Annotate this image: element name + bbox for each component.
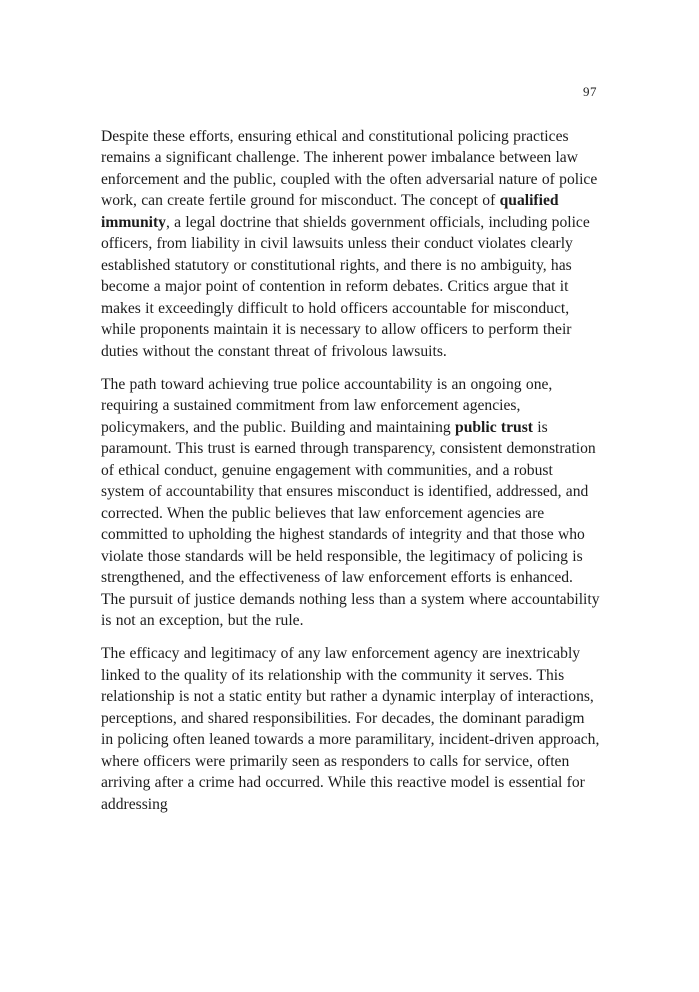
text-run: Despite these efforts, ensuring ethical and constitutional policing practices remains a significant challenge. The inherent power imbalance between law enforcement and the public, coupled with the often adversarial nature of police work, can create fertile ground for misconduct. The concept of — [101, 128, 598, 210]
paragraph — [101, 643, 600, 815]
page-body — [101, 126, 600, 827]
text-run: The path toward achieving true police accountability is an ongoing one, requiring a sustained commitment from law enforcement agencies, policymakers, and the public. Building and maintaining — [101, 375, 553, 436]
page-number: 97 — [583, 84, 597, 99]
text-run: The efficacy and legitimacy of any law enforcement agency are inextricably linked to the quality of its relationship with the community it serves. This relationship is not a static entity but rather a dynamic interplay of interactions, perceptions, and shared responsibilities. For decades, the dominant paradigm in policing often leaned towards a more paramilitary, incident-driven approach, where officers were primarily seen as responders to calls for service, often arriving after a crime had occurred. While this reactive model is essential for addressing — [101, 645, 600, 813]
paragraph — [101, 374, 600, 631]
bold-term: public trust — [455, 418, 533, 436]
paragraph — [101, 126, 600, 362]
text-run: , a legal doctrine that shields government officials, including police officers, from liability in civil lawsuits unless their conduct violates clearly established statutory or constitutional rights, and there is no ambiguity, has become a major point of contention in reform debates. Critics argue that it makes it exceedingly difficult to hold officers accountable for misconduct, while proponents maintain it is necessary to allow officers to perform their duties without the constant threat of frivolous lawsuits. — [101, 213, 590, 360]
text-run: is paramount. This trust is earned through transparency, consistent demonstration of ethical conduct, genuine engagement with communities, and a robust system of accountability that ensures misconduct is identified, addressed, and corrected. When the public believes that law enforcement agencies are committed to upholding the highest standards of integrity and that those who violate those standards will be held responsible, the legitimacy of policing is strengthened, and the effectiveness of law enforcement efforts is enhanced. The pursuit of justice demands nothing less than a system where accountability is not an exception, but the rule. — [101, 418, 600, 629]
bold-term: qualified immunity — [101, 192, 559, 231]
